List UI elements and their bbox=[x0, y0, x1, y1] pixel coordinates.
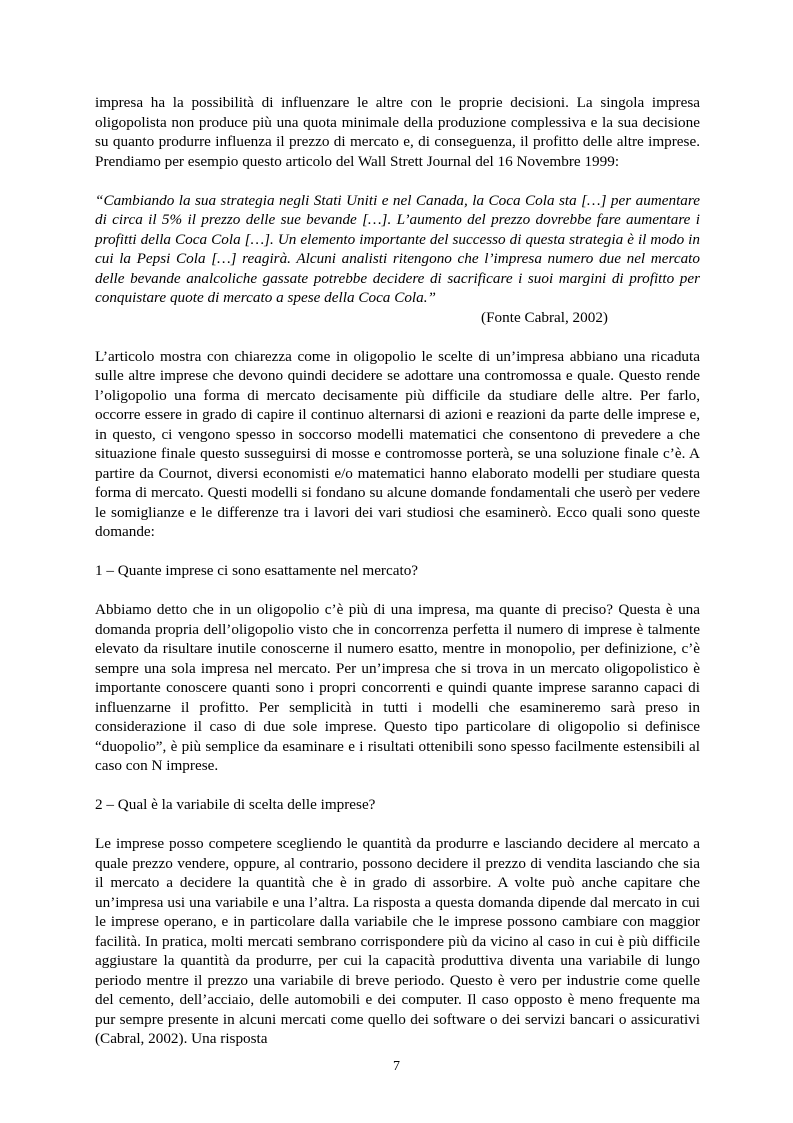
quote-source: (Fonte Cabral, 2002) bbox=[481, 308, 608, 326]
answer-1-paragraph: Abbiamo detto che in un oligopolio c’è più di una impresa, ma quante di preciso? Questa è una domanda propria dell’oligopolio visto che in concorrenza perfetta il numero di imprese è talmente elevato da risultare inutile conoscerne il numero esatto, mentre in monopolio, per definizione, c’è sempre una sola impresa nel mercato. Per un’impresa che si trova in un mercato oligopolistico è importante conoscere quanti sono i propri concorrenti e quindi quante imprese saranno capaci di influenzarne il profitto. Per semplicità in tutti i modelli che esamineremo sarà preso in considerazione il caso di due sole imprese. Questo tipo particolare di oligopolio si definisce “duopolio”, è più semplice da esaminare e i risultati ottenibili sono spesso facilmente estensibili al caso con N imprese. bbox=[95, 601, 700, 774]
document-page bbox=[95, 93, 700, 1049]
quote-paragraph: “Cambiando la sua strategia negli Stati Uniti e nel Canada, la Coca Cola sta […] per aumentare di circa il 5% il prezzo delle sue bevande […]. L’aumento del prezzo dovrebbe fare aumentare i profitti della Coca Cola […]. Un elemento importante del successo di questa strategia è il modo in cui la Pepsi Cola […] reagirà. Alcuni analisti ritengono che l’impresa numero due nel mercato delle bevande analcoliche gassate potrebbe decidere di sacrificare i suoi margini di profitto per conquistare quote di mercato a spese della Coca Cola.” bbox=[95, 191, 700, 306]
answer-2-paragraph: Le imprese posso competere scegliendo le quantità da produrre e lasciando decidere al mercato a quale prezzo vendere, oppure, al contrario, possono decidere il prezzo di vendita lasciando che sia il mercato a decidere la quantità che è in grado di assorbire. A volte può anche capitare che un’impresa usi una variabile e una l’altra. La risposta a questa domanda dipende dal mercato in cui le imprese operano, e in particolare dalla variabile che le imprese possono cambiare con maggior facilità. In pratica, molti mercati sembrano corrispondere più da vicino al caso in cui è più difficile aggiustare la quantità da produrre, per cui la capacità produttiva diventa una variabile di lungo periodo mentre il prezzo una variabile di breve periodo. Questo è vero per industrie come quelle del cemento, dell’acciaio, delle automobili e dei computer. Il caso opposto è meno frequente ma pur sempre presente in alcuni mercati come quello dei software o dei servizi bancari o assicurativi (Cabral, 2002). Una risposta bbox=[95, 835, 700, 1047]
intro-paragraph: impresa ha la possibilità di influenzare le altre con le proprie decisioni. La singola impresa oligopolista non produce più una quota minimale della produzione complessiva e la sua decisione su quanto produrre influenza il prezzo di mercato e, di conseguenza, il profitto delle altre imprese. Prendiamo per esempio questo articolo del Wall Strett Journal del 16 Novembre 1999: bbox=[95, 94, 700, 170]
question-1-heading: 1 – Quante imprese ci sono esattamente nel mercato? bbox=[95, 562, 419, 579]
analysis-paragraph: L’articolo mostra con chiarezza come in oligopolio le scelte di un’impresa abbiano una ricaduta sulle altre imprese che devono quindi decidere se adottare una contromossa e quale. Questo rende l’oligopolio una forma di mercato decisamente più difficile da studiare delle altre. Per farlo, occorre essere in grado di capire il continuo alternarsi di azioni e reazioni da parte delle imprese e, in questo, ci vengono spesso in soccorso modelli matematici che consentono di prevedere a che situazione finale questo susseguirsi di mosse e contromosse porterà, se una soluzione finale c’è. A partire da Cournot, diversi economisti e/o matematici hanno elaborato modelli per studiare questa forma di mercato. Questi modelli si fondano su alcune domande fondamentali che userò per vedere le somiglianze e le differenze tra i lavori dei vari studiosi che esaminerò. Ecco quali sono queste domande: bbox=[95, 347, 700, 540]
question-2-heading: 2 – Qual è la variabile di scelta delle imprese? bbox=[95, 796, 376, 813]
page-number: 7 bbox=[393, 1059, 400, 1074]
